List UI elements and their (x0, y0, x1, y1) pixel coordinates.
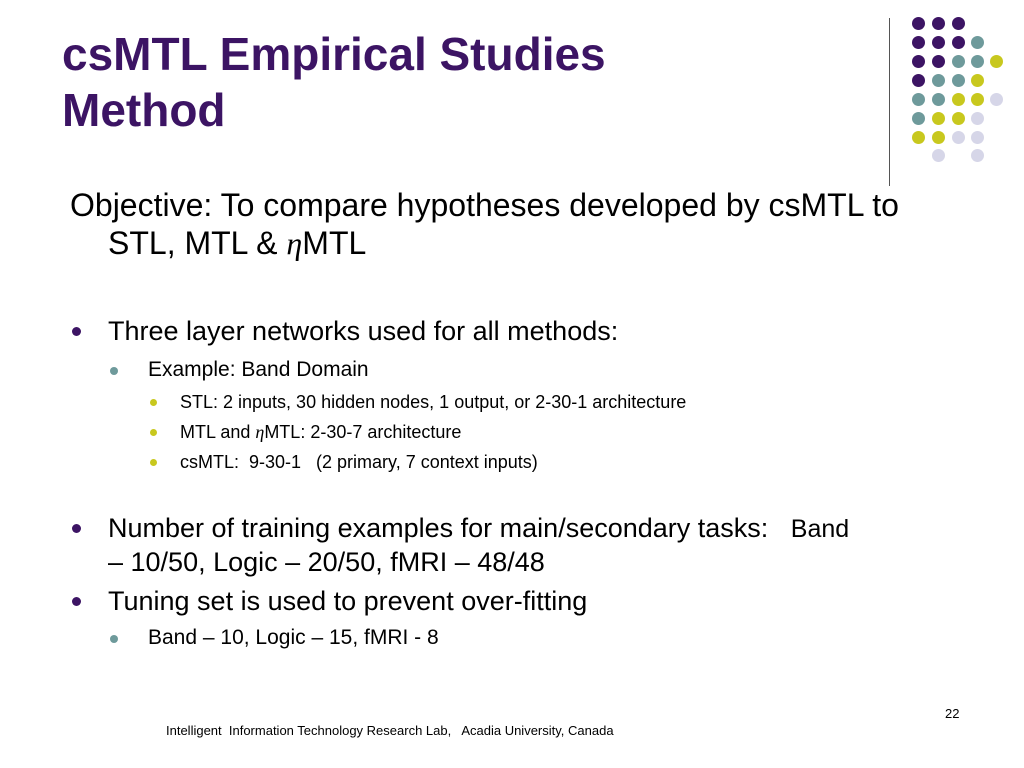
band-label: Band (790, 515, 850, 543)
bullet-training-examples (72, 512, 972, 579)
sub-sub-bullet-text: csMTL: 9-30-1 (2 primary, 7 context inputs) (180, 452, 538, 472)
bullet-network-layers (72, 315, 972, 348)
sub-sub-bullet-mtl (150, 421, 461, 443)
training-text: Number of training examples for main/secondary tasks: (108, 513, 791, 543)
decorative-dot (912, 112, 925, 125)
decorative-dot (971, 55, 984, 68)
sub-bullet-marker (110, 367, 118, 375)
bullet-text: Tuning set is used to prevent over-fitting (108, 586, 588, 616)
sub-bullet-text: Band – 10, Logic – 15, fMRI - 8 (148, 626, 439, 649)
decorative-dot (932, 36, 945, 49)
objective-text (70, 186, 968, 262)
decorative-dot (912, 36, 925, 49)
sub-bullet-band-domain (110, 357, 369, 383)
decorative-dot (971, 74, 984, 87)
decorative-dot (952, 112, 965, 125)
sub-sub-bullet-text: STL: 2 inputs, 30 hidden nodes, 1 output, or 2-30-1 architecture (180, 392, 687, 412)
decorative-dot (952, 74, 965, 87)
decorative-dot (912, 55, 925, 68)
decorative-dot (990, 93, 1003, 106)
bullet-tuning-set (72, 585, 972, 618)
decorative-dot (971, 149, 984, 162)
sub-sub-bullet-marker (150, 459, 157, 466)
decorative-dot (932, 112, 945, 125)
decorative-dot (932, 93, 945, 106)
decorative-dot (952, 55, 965, 68)
decorative-dot (971, 93, 984, 106)
decorative-dot (932, 131, 945, 144)
decorative-dot (932, 55, 945, 68)
decorative-dot (971, 131, 984, 144)
decorative-dot (912, 131, 925, 144)
sub-bullet-text: Example: Band Domain (148, 358, 369, 381)
decorative-dot (932, 17, 945, 30)
slide-title-line1: csMTL Empirical Studies (62, 28, 606, 80)
decorative-dot (912, 17, 925, 30)
objective-text-end: MTL (302, 225, 367, 261)
decorative-dot (952, 93, 965, 106)
sub-bullet-tuning-sizes (110, 625, 439, 651)
sub-sub-bullet-marker (150, 429, 157, 436)
mtl-text-end: MTL: 2-30-7 architecture (264, 422, 462, 442)
decorative-dot (952, 36, 965, 49)
bullet-marker (72, 524, 81, 533)
sub-sub-bullet-csmtl (150, 451, 538, 473)
decorative-dot (971, 112, 984, 125)
slide-title (62, 26, 882, 138)
sub-sub-bullet-marker (150, 399, 157, 406)
mtl-text-start: MTL and (180, 422, 256, 442)
sub-sub-bullet-text (180, 421, 461, 443)
decorative-dot (912, 93, 925, 106)
slide-title-line2: Method (62, 84, 226, 136)
bullet-marker (72, 327, 81, 336)
bullet-text (108, 512, 972, 579)
decorative-dot (971, 36, 984, 49)
decorative-dot (952, 131, 965, 144)
objective-text-start: Objective: To compare hypotheses developed by csMTL to STL, MTL & (70, 187, 899, 261)
footer-text: Intelligent Information Technology Research Lab, Acadia University, Canada (166, 723, 614, 738)
bullet-text: Three layer networks used for all methods: (108, 316, 619, 346)
eta-symbol: η (255, 422, 265, 442)
decorative-dot (932, 74, 945, 87)
decorative-dot (932, 149, 945, 162)
decorative-dot (952, 17, 965, 30)
decorative-dot (912, 74, 925, 87)
eta-symbol: η (286, 225, 303, 261)
sub-sub-bullet-stl (150, 391, 686, 413)
page-number: 22 (945, 706, 960, 721)
bullet-marker (72, 597, 81, 606)
sub-bullet-marker (110, 635, 118, 643)
decorative-dot (990, 55, 1003, 68)
decorative-divider (889, 18, 890, 186)
training-counts: – 10/50, Logic – 20/50, fMRI – 48/48 (108, 547, 545, 577)
